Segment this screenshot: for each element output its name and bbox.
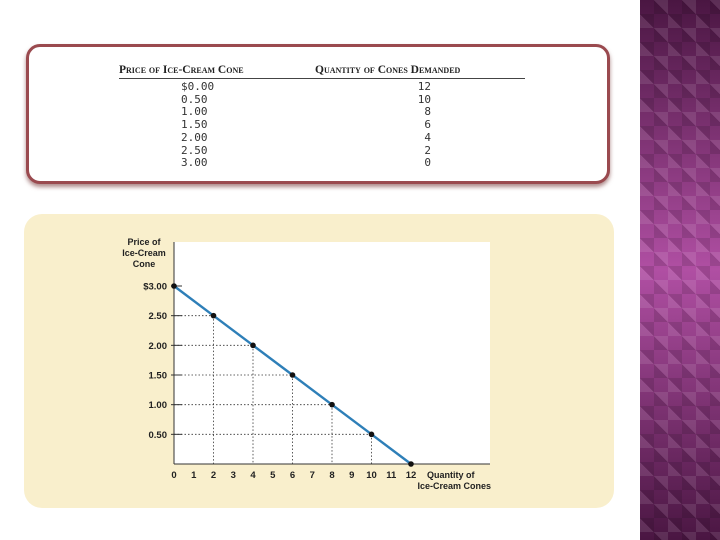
data-point	[250, 343, 256, 349]
table-cell-price: 1.50	[181, 118, 208, 132]
x-tick-label: 6	[289, 470, 296, 481]
data-point	[211, 313, 217, 319]
table-cell-quantity: 0	[424, 156, 431, 170]
table-cell-price: 1.00	[181, 105, 208, 119]
plot-area	[174, 242, 490, 464]
y-axis-title: Cone	[132, 259, 156, 269]
quantity-column	[401, 81, 431, 170]
y-tick-label: 2.50	[148, 311, 167, 323]
x-tick-label: 8	[329, 470, 335, 481]
data-point	[171, 283, 177, 289]
x-axis-title: Ice-Cream Cones	[417, 481, 491, 491]
demand-schedule-table	[26, 44, 610, 184]
y-axis-title: Ice-Cream	[122, 248, 166, 258]
table-cell-quantity: 4	[424, 130, 431, 144]
y-tick-label: $3.00	[143, 281, 167, 293]
table-cell-quantity: 8	[424, 105, 431, 119]
x-tick-label: 4	[250, 470, 256, 481]
data-point	[408, 461, 414, 467]
table-cell-quantity: 2	[424, 143, 431, 157]
y-axis-title: Price of	[127, 237, 161, 247]
x-tick-label: 10	[366, 470, 377, 481]
x-tick-label: 12	[405, 470, 417, 481]
x-tick-label: 11	[386, 470, 397, 481]
chart-svg	[24, 214, 614, 508]
quantity-column-header: Quantity of Cones Demanded	[315, 64, 461, 76]
x-tick-label: 1	[191, 470, 197, 481]
y-tick-label: 2.00	[148, 340, 167, 352]
x-tick-label: 7	[309, 470, 315, 481]
demand-curve-chart	[24, 214, 614, 508]
y-tick-label: 0.50	[148, 429, 167, 441]
data-point	[290, 372, 296, 378]
x-tick-label: 0	[171, 470, 177, 481]
x-tick-label: 3	[230, 470, 236, 481]
y-tick-label: 1.00	[148, 400, 167, 412]
x-tick-label: 5	[270, 470, 276, 481]
price-column-header: Price of Ice-Cream Cone	[119, 64, 244, 76]
data-point	[329, 402, 335, 408]
table-cell-price: $0.00	[181, 80, 215, 93]
table-cell-price: 2.50	[181, 143, 208, 157]
table-cell-quantity: 12	[417, 80, 431, 93]
y-tick-label: 1.50	[148, 370, 167, 382]
data-point	[369, 432, 375, 438]
table-cell-quantity: 6	[424, 118, 431, 132]
decorative-side-panel	[640, 0, 720, 540]
x-axis-title: Quantity of	[427, 470, 475, 480]
table-cell-price: 3.00	[181, 156, 208, 170]
x-tick-label: 9	[349, 470, 355, 481]
table-cell-price: 2.00	[181, 130, 208, 144]
price-column	[181, 81, 214, 170]
x-tick-label: 2	[210, 470, 217, 481]
table-cell-quantity: 10	[417, 92, 431, 106]
header-rule	[119, 78, 525, 79]
table-cell-price: 0.50	[181, 92, 208, 106]
